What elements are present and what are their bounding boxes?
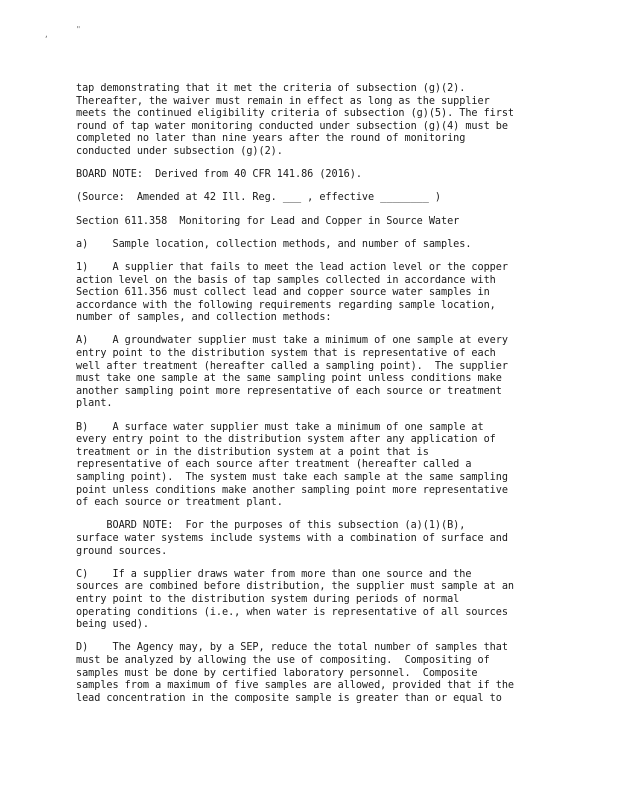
- section-heading-paragraph: [76, 216, 546, 229]
- text-line: round of tap water monitoring conducted under subsection (g)(4) must be: [76, 120, 508, 132]
- waiver-continuation-paragraph: [76, 83, 546, 159]
- text-line: BOARD NOTE: For the purposes of this subsection (a)(1)(B),: [76, 520, 466, 532]
- text-line: of each source or treatment plant.: [76, 497, 283, 509]
- text-line: action level on the basis of tap samples collected in accordance with: [76, 274, 496, 286]
- subsection-a-paragraph: [76, 239, 546, 252]
- text-line: surface water systems include systems with a combination of surface and: [76, 532, 508, 544]
- text-line: samples must be done by certified laboratory personnel. Composite: [76, 667, 478, 679]
- text-line: conducted under subsection (g)(2).: [76, 145, 283, 157]
- text-line: number of samples, and collection methods:: [76, 312, 332, 324]
- text-line: entry point to the distribution system that is representative of each: [76, 348, 496, 360]
- text-line: well after treatment (hereafter called a sampling point). The supplier: [76, 360, 508, 372]
- a1-D-paragraph: [76, 642, 546, 705]
- a1-paragraph: [76, 262, 546, 325]
- text-line: Section 611.358 Monitoring for Lead and Copper in Source Water: [76, 215, 460, 227]
- text-line: point unless conditions make another sampling point more representative: [76, 484, 508, 496]
- text-line: tap demonstrating that it met the criteria of subsection (g)(2).: [76, 83, 466, 94]
- text-line: accordance with the following requirements regarding sample location,: [76, 299, 496, 311]
- text-line: A) A groundwater supplier must take a minimum of one sample at every: [76, 335, 508, 347]
- text-line: another sampling point more representative of each source or treatment: [76, 385, 502, 397]
- text-line: operating conditions (i.e., when water is representative of all sources: [76, 606, 508, 618]
- text-line: samples from a maximum of five samples are allowed, provided that if the: [76, 680, 515, 692]
- board-note-1-paragraph: [76, 169, 546, 182]
- a1-A-paragraph: [76, 335, 546, 411]
- scan-mark: ,: [44, 30, 49, 39]
- text-line: must be analyzed by allowing the use of compositing. Compositing of: [76, 654, 490, 666]
- text-line: a) Sample location, collection methods, and number of samples.: [76, 238, 472, 250]
- text-line: ground sources.: [76, 545, 168, 557]
- document-body: [76, 83, 546, 716]
- scan-mark: ": [76, 25, 81, 34]
- text-line: BOARD NOTE: Derived from 40 CFR 141.86 (2016).: [76, 169, 362, 181]
- text-line: sampling point). The system must take each sample at the same sampling: [76, 472, 508, 483]
- text-line: meets the continued eligibility criteria of subsection (g)(5). The first: [76, 108, 515, 120]
- board-note-2-paragraph: [76, 520, 546, 558]
- text-line: plant.: [76, 398, 113, 410]
- text-line: representative of each source after treatment (hereafter called a: [76, 459, 472, 471]
- text-line: must take one sample at the same sampling point unless conditions make: [76, 373, 502, 385]
- text-line: B) A surface water supplier must take a minimum of one sample at: [76, 421, 484, 433]
- a1-C-paragraph: [76, 569, 546, 632]
- text-line: D) The Agency may, by a SEP, reduce the total number of samples that: [76, 642, 508, 654]
- text-line: 1) A supplier that fails to meet the lead action level or the copper: [76, 261, 508, 273]
- text-line: sources are combined before distribution, the supplier must sample at an: [76, 581, 515, 593]
- text-line: being used).: [76, 619, 150, 631]
- text-line: completed no later than nine years after the round of monitoring: [76, 133, 466, 145]
- text-line: Thereafter, the waiver must remain in effect as long as the supplier: [76, 95, 490, 107]
- text-line: every entry point to the distribution system after any application of: [76, 434, 496, 446]
- text-line: treatment or in the distribution system at a point that is: [76, 446, 429, 458]
- text-line: entry point to the distribution system during periods of normal: [76, 593, 460, 605]
- text-line: lead concentration in the composite sample is greater than or equal to: [76, 692, 502, 704]
- a1-B-paragraph: [76, 422, 546, 510]
- text-line: Section 611.356 must collect lead and copper source water samples in: [76, 287, 490, 299]
- text-line: (Source: Amended at 42 Ill. Reg. ___ , effective ________ ): [76, 192, 442, 204]
- source-paragraph: [76, 192, 546, 205]
- text-line: C) If a supplier draws water from more than one source and the: [76, 568, 472, 580]
